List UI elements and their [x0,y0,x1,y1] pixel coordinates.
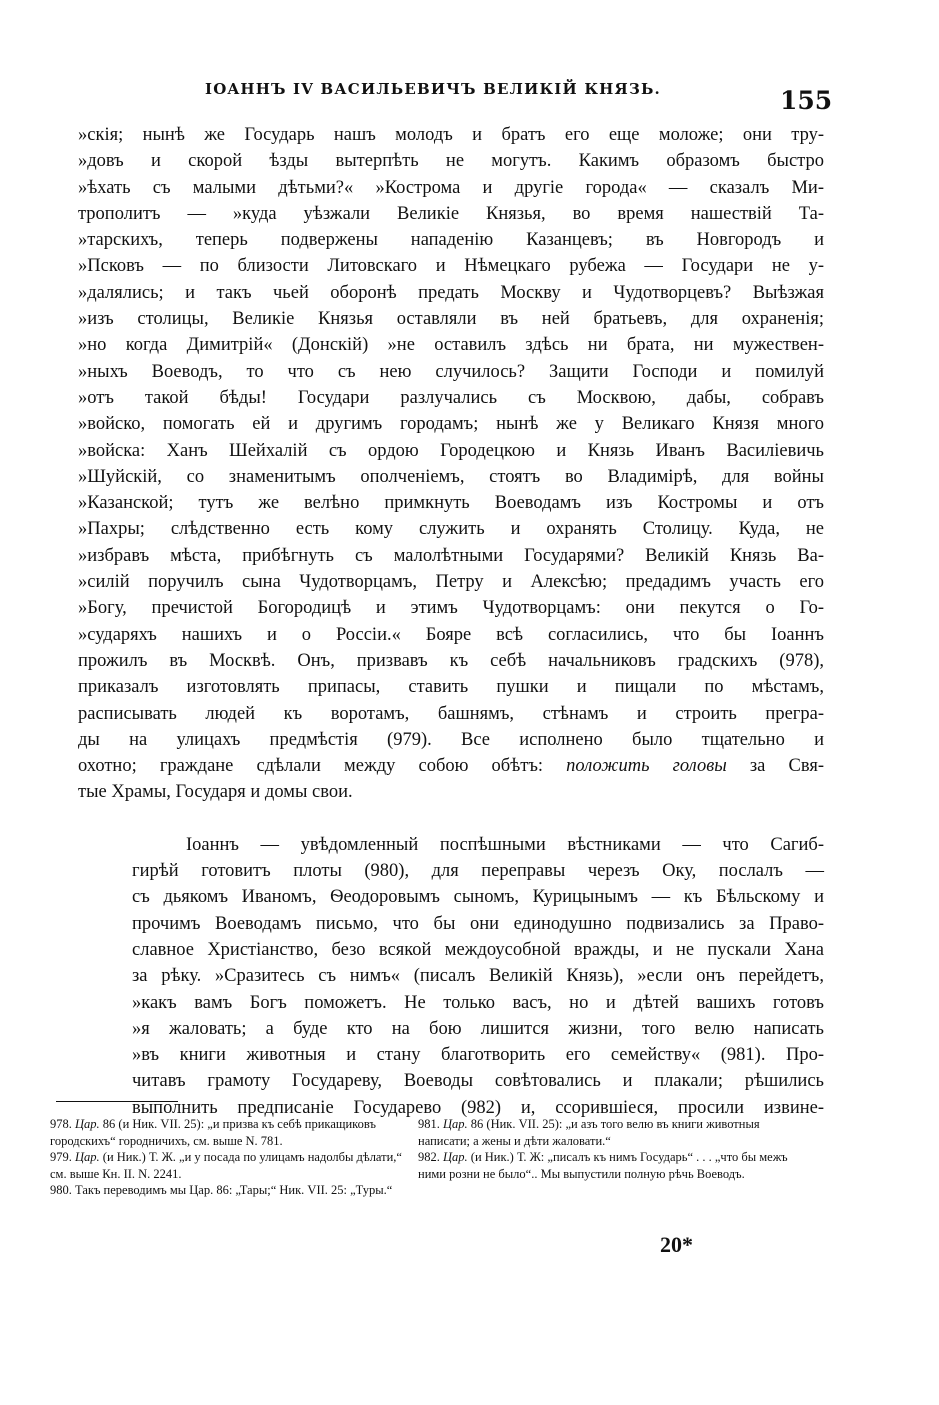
text-line: »избравъ мѣста, прибѣгнуть съ малолѣтными Государями? Великій Князь Ва- [78,545,824,566]
text-line: »Казанской; тутъ же велѣно примкнуть Воеводамъ изъ Костромы и отъ [78,493,824,514]
footnote-text: (и Ник.) Т. Ж: „писалъ къ нимъ Государь“ . . . „что бы межъ ними розни не было“.. Мы выпустили полную рѣчь Воеводъ. [418,1150,788,1181]
text-line: »войска: Ханъ Шейхалій съ ордою Городецкою и Князь Иванъ Василіевичь [78,440,824,461]
footnote [418,1149,788,1182]
footnote-number: 982. [418,1150,440,1164]
text-line: тые Храмы, Государя и домы свои. [78,782,353,803]
text-segment: за Свя- [726,756,825,777]
emphasis-phrase: положить головы [566,756,727,777]
text-line: »какъ вамъ Богъ поможетъ. Не только васъ, но и дѣтей вашихъ готовъ [132,992,824,1013]
text-line: »тарскихъ, теперь подвержены нападенію Казанцевъ; въ Новгородъ и [78,230,824,251]
text-line: »изъ столицы, Великіе Князья оставляли въ ней братьевъ, для охраненія; [78,309,824,330]
text-line: »ныхъ Воеводъ, то что съ нею случилось? Защити Господи и помилуй [78,361,824,382]
text-line-with-emphasis [78,753,824,779]
footnote-number: 980. [50,1183,72,1197]
text-line: гирѣй готовитъ плоты (980), для переправы черезъ Оку, послалъ — [132,861,824,882]
text-line: Іоаннъ — увѣдомленный поспѣшными вѣстниками — что Сагиб- [186,834,824,855]
text-line: »Богу, пречистой Богородицѣ и этимъ Чудотворцамъ: они пекутся о Го- [78,598,824,619]
text-line: »но когда Димитрій« (Донскій) »не оставилъ здѣсь ни брата, ни мужествен- [78,335,824,356]
footnote-source: Цар. [75,1117,100,1131]
text-line: прожилъ въ Москвѣ. Онъ, призвавъ къ себѣ начальниковъ градскихъ (978), [78,650,824,671]
printer-signature-mark: 20* [660,1232,693,1257]
text-line: »довъ и скорой ѣзды вытерпѣть не могутъ. Какимъ образомъ быстро [78,151,824,172]
paragraph-1 [78,122,824,806]
text-line: читавъ грамоту Государеву, Воеводы совѣтовались и плакали; рѣшились [132,1071,824,1092]
footnote-text: (и Ник.) Т. Ж. „и у посада по улицамъ надолбы дѣлати,“ см. выше Кн. II. N. 2241. [50,1150,402,1181]
text-line: славное Христіанство, безо всякой междоусобной вражды, и не пускали Хана [132,939,824,960]
text-line: »Псковъ — по близости Литовскаго и Нѣмецкаго рубежа — Государи не у- [78,256,824,277]
text-line: выполнить предписаніе Государево (982) и, ссорившіеся, просили извине- [132,1097,824,1118]
footnote-source: Цар. [443,1150,468,1164]
text-line: расписывать людей къ воротамъ, башнямъ, стѣнамъ и строить прегра- [78,703,824,724]
footnote-source: Цар. [75,1150,100,1164]
footnote [418,1116,788,1149]
text-line: »ѣхать съ малыми дѣтьми?« »Кострома и другіе города« — сказалъ Ми- [78,177,824,198]
main-text [78,122,824,1121]
text-line: ды на улицахъ предмѣстія (979). Все исполнено было тщательно и [78,729,824,750]
text-segment: охотно; граждане сдѣлали между собою обѣтъ: [78,756,567,777]
text-line: »отъ такой бѣды! Государи разлучались съ Москвою, дабы, собравъ [78,387,824,408]
text-line: съ дьякомъ Иваномъ, Ѳеодоровымъ сыномъ, Курицынымъ — къ Бѣльскому и [132,887,824,908]
footnote-number: 981. [418,1117,440,1131]
footnote-number: 978. [50,1117,72,1131]
text-line: прочимъ Воеводамъ письмо, что бы они единодушно подвизались за Право- [132,913,824,934]
text-line: »Шуйскій, со знаменитымъ ополченіемъ, стоятъ во Владимірѣ, для войны [78,466,824,487]
paragraph-2 [78,832,824,1121]
text-line: »далялись; и такъ чьей оборонѣ предать Москву и Чудотворцевъ? Выѣзжая [78,282,824,303]
text-line: приказалъ изготовлять припасы, ставить пушки и пищали по мѣстамъ, [78,677,824,698]
text-line: »Пахры; слѣдственно есть кому служить и охранять Столицу. Куда, не [78,519,824,540]
text-line: »войско, помогать ей и другимъ городамъ; нынѣ же у Великаго Князя много [78,414,824,435]
text-line: »сударяхъ нашихъ и о Россіи.« Бояре всѣ согласились, что бы Іоаннъ [78,624,824,645]
footnote [50,1116,415,1149]
footnote-text: Такъ переводимъ мы Цар. 86: „Тары;“ Ник. VII. 25: „Туры.“ [75,1183,393,1197]
page-number: 155 [780,86,833,115]
footnote-rule [56,1101,178,1102]
footnote-number: 979. [50,1150,72,1164]
footnotes-right-column [418,1116,788,1182]
footnote-text: 86 (и Ник. VII. 25): „и призва къ себѣ прикащиковъ городскихъ“ городничихъ, см. выше N. 781. [50,1117,376,1148]
footnote-source: Цар. [443,1117,468,1131]
text-line: »я жаловать; а буде кто на бою лишится жизни, того велю написать [132,1018,824,1039]
footnotes-left-column [50,1116,415,1199]
text-line: трополитъ — »куда уѣзжали Великіе Князья, во время нашествій Та- [78,203,824,224]
footnote-text: 86 (Ник. VII. 25): „и азъ того велю въ книги животныя написати; а жены и дѣти жаловати.“ [418,1117,760,1148]
text-line: за рѣку. »Сразитесь съ нимъ« (писалъ Великій Князь), »если онъ перейдетъ, [132,966,824,987]
text-line: »скія; нынѣ же Государь нашъ молодъ и братъ его еще моложе; они тру- [78,125,824,145]
running-title: IOAННЪ IV ВАСИЛЬЕВИЧЪ ВЕЛИКІЙ КНЯЗЬ. [205,80,661,98]
text-line: »въ книги животныя и стану благотворить его семейству« (981). Про- [132,1045,824,1066]
footnote [50,1149,415,1182]
text-line: »силій поручилъ сына Чудотворцамъ, Петру и Алексѣю; предадимъ участь его [78,572,824,593]
footnote [50,1182,415,1199]
